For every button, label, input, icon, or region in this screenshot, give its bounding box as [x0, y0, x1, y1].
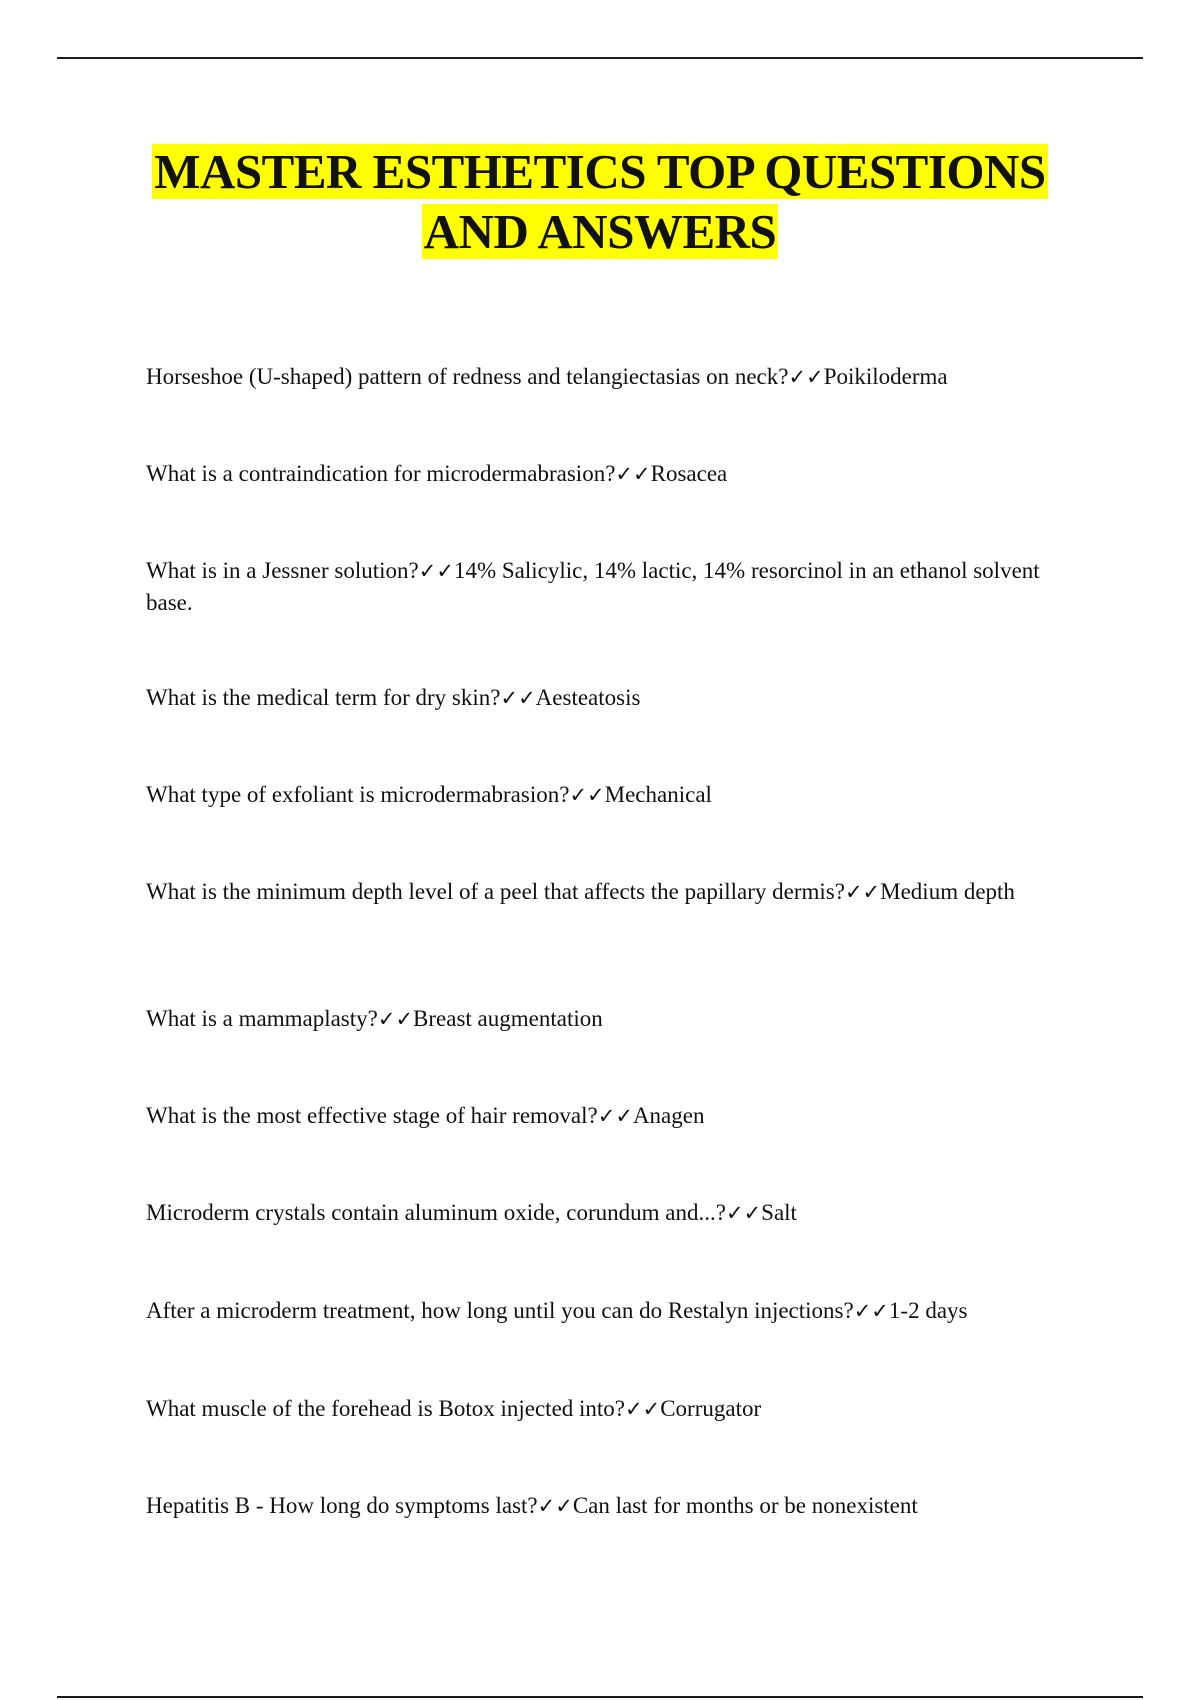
answer-text: 14% Salicylic, 14% lactic, 14% resorcinol in an ethanol solvent base. — [146, 558, 1040, 615]
qa-item — [146, 1100, 1046, 1132]
qa-item — [146, 1393, 1046, 1425]
check-mark-icon: ✓✓ — [569, 783, 605, 807]
question-text: After a microderm treatment, how long until you can do Restalyn injections? — [146, 1298, 854, 1323]
check-mark-icon: ✓✓ — [537, 1494, 573, 1518]
question-text: What is in a Jessner solution? — [146, 558, 419, 583]
check-mark-icon: ✓✓ — [500, 686, 536, 710]
answer-text: Corrugator — [660, 1396, 762, 1421]
qa-item — [146, 1003, 1046, 1035]
answer-text: 1-2 days — [888, 1298, 968, 1323]
question-text: What is the minimum depth level of a peel that affects the papillary dermis? — [146, 879, 845, 904]
question-text: What is a mammaplasty? — [146, 1006, 378, 1031]
qa-item — [146, 876, 1046, 908]
question-text: Horseshoe (U-shaped) pattern of redness and telangiectasias on neck? — [146, 364, 789, 389]
question-text: What is a contraindication for microdermabrasion? — [146, 461, 616, 486]
question-text: Hepatitis B - How long do symptoms last? — [146, 1493, 538, 1518]
check-mark-icon: ✓✓ — [853, 1299, 889, 1323]
check-mark-icon: ✓✓ — [597, 1104, 633, 1128]
answer-text: Salt — [761, 1200, 797, 1225]
answer-text: Mechanical — [604, 782, 712, 807]
qa-item — [146, 779, 1046, 811]
qa-item — [146, 458, 1046, 490]
qa-item — [146, 1197, 1046, 1229]
answer-text: Rosacea — [650, 461, 728, 486]
question-text: What type of exfoliant is microdermabrasion? — [146, 782, 570, 807]
qa-item — [146, 555, 1046, 618]
question-text: What is the most effective stage of hair removal? — [146, 1103, 598, 1128]
top-rule — [57, 57, 1143, 59]
answer-text: Poikiloderma — [823, 364, 948, 389]
page-title — [60, 142, 1140, 262]
question-text: What muscle of the forehead is Botox injected into? — [146, 1396, 626, 1421]
answer-text: Medium depth — [880, 879, 1015, 904]
answer-text: Breast augmentation — [413, 1006, 603, 1031]
check-mark-icon: ✓✓ — [377, 1007, 414, 1031]
question-text: Microderm crystals contain aluminum oxide, corundum and...? — [146, 1200, 726, 1225]
answer-text: Aesteatosis — [535, 685, 641, 710]
check-mark-icon: ✓✓ — [788, 365, 824, 389]
bottom-rule — [57, 1696, 1143, 1698]
check-mark-icon: ✓✓ — [725, 1201, 762, 1225]
check-mark-icon: ✓✓ — [844, 880, 881, 904]
qa-item — [146, 361, 1046, 393]
qa-item — [146, 682, 1046, 714]
qa-item — [146, 1490, 1046, 1522]
qa-item — [146, 1295, 1046, 1327]
question-text: What is the medical term for dry skin? — [146, 685, 501, 710]
check-mark-icon: ✓✓ — [418, 559, 454, 583]
check-mark-icon: ✓✓ — [625, 1397, 661, 1421]
check-mark-icon: ✓✓ — [615, 462, 651, 486]
title-line-2: AND ANSWERS — [423, 204, 777, 259]
title-line-1: MASTER ESTHETICS TOP QUESTIONS — [154, 144, 1046, 199]
answer-text: Anagen — [632, 1103, 705, 1128]
answer-text: Can last for months or be nonexistent — [572, 1493, 918, 1518]
